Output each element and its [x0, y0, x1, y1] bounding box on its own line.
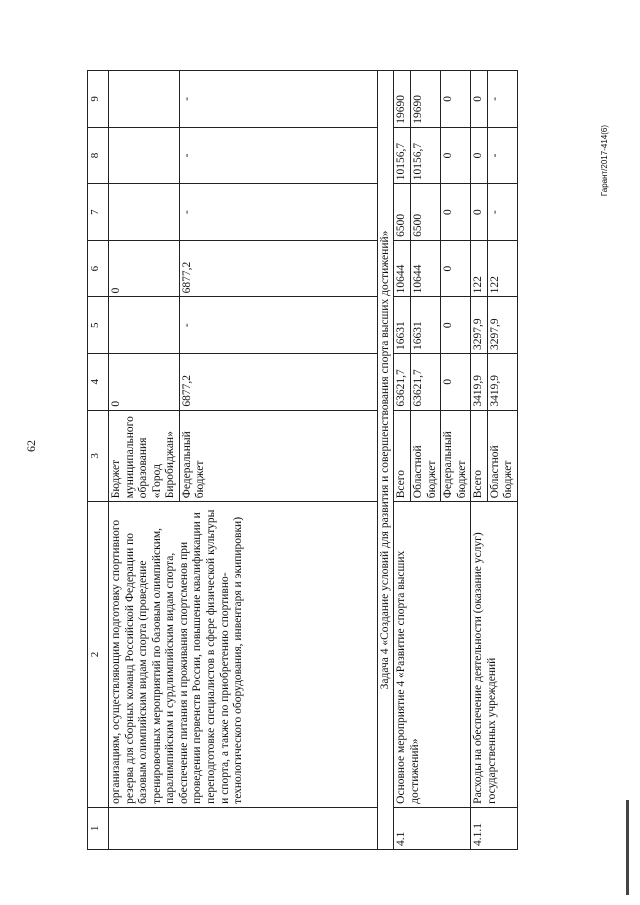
value-cell: 16631: [410, 297, 440, 354]
value-cell: [109, 71, 180, 128]
value-cell: 16631: [394, 297, 411, 354]
value-cell: 0: [441, 71, 471, 128]
value-cell: -: [179, 297, 377, 354]
page-number: 62: [24, 440, 38, 452]
value-cell: 122: [471, 240, 488, 297]
value-cell: 0: [109, 240, 180, 297]
header-col-4: 4: [88, 354, 109, 411]
value-cell: 6877,2: [179, 354, 377, 411]
value-cell: 0: [441, 240, 471, 297]
row-number-cell: 4.1: [394, 807, 471, 849]
value-cell: -: [487, 184, 517, 241]
value-cell: 0: [109, 354, 180, 411]
funding-source-cell: Областной бюджет: [410, 410, 440, 502]
header-row: [88, 71, 109, 850]
header-col-7: 7: [88, 184, 109, 241]
value-cell: -: [179, 184, 377, 241]
value-cell: 0: [441, 354, 471, 411]
value-cell: -: [487, 127, 517, 184]
event-name-cell: организациям, осуществляющим подготовку спортивного резерва для сборных команд Российской Федерации по базовым олимпийским видам спорта (проведение тренировочных мероприятий по базовым олимпийским, паралимпийским и сурдлимпийским видам спорта, обеспечение питания и проживания спортсменов при проведении первенств России, повышение квалификации и переподготовке специалистов в сфере физической культуры и спорта, а также по приобретению спортивно-технологического оборудования, инвентаря и экипировки): [109, 502, 378, 808]
value-cell: [109, 127, 180, 184]
header-col-3: 3: [88, 410, 109, 502]
value-cell: 3419,9: [487, 354, 517, 411]
value-cell: 0: [471, 184, 488, 241]
funding-source-cell: Федеральный бюджет: [441, 410, 471, 502]
table-row: [109, 71, 180, 850]
value-cell: 0: [471, 127, 488, 184]
row-number-cell: 4.1.1: [471, 807, 518, 849]
funding-source-cell: Всего: [471, 410, 488, 502]
funding-source-cell: Всего: [394, 410, 411, 502]
value-cell: -: [179, 127, 377, 184]
funding-source-cell: Федеральный бюджет: [179, 410, 377, 502]
value-cell: 6500: [394, 184, 411, 241]
header-col-8: 8: [88, 127, 109, 184]
value-cell: 10644: [410, 240, 440, 297]
header-col-6: 6: [88, 240, 109, 297]
row-number-cell: [109, 807, 378, 849]
value-cell: 19690: [394, 71, 411, 128]
event-name-cell: Расходы на обеспечение деятельности (оказание услуг) государственных учреждений: [471, 502, 518, 808]
value-cell: 0: [471, 71, 488, 128]
value-cell: 63621,7: [394, 354, 411, 411]
value-cell: 63621,7: [410, 354, 440, 411]
value-cell: 10156,7: [394, 127, 411, 184]
budget-table: [87, 70, 518, 850]
value-cell: 0: [441, 297, 471, 354]
header-col-2: 2: [88, 502, 109, 808]
value-cell: 6877,2: [179, 240, 377, 297]
value-cell: [109, 184, 180, 241]
funding-source-cell: Областной бюджет: [487, 410, 517, 502]
margin-rule: [626, 800, 629, 895]
funding-source-cell: Бюджет муниципального образования «Город Биробиджан»: [109, 410, 180, 502]
value-cell: -: [487, 71, 517, 128]
value-cell: 10156,7: [410, 127, 440, 184]
table-row: [394, 71, 411, 850]
value-cell: 122: [487, 240, 517, 297]
value-cell: [109, 297, 180, 354]
value-cell: 0: [441, 184, 471, 241]
header-col-5: 5: [88, 297, 109, 354]
value-cell: 0: [441, 127, 471, 184]
value-cell: 10644: [394, 240, 411, 297]
table-row: [471, 71, 488, 850]
value-cell: 19690: [410, 71, 440, 128]
value-cell: -: [179, 71, 377, 128]
doc-code-text: Гарант/2017-414(6): [600, 125, 609, 197]
value-cell: 3297,9: [487, 297, 517, 354]
rotated-table-page: [87, 70, 542, 850]
task-heading-row: [377, 71, 394, 850]
task-4-heading: Задача 4 «Создание условий для развития и совершенствования спорта высших достижений»: [377, 71, 394, 850]
value-cell: 3419,9: [471, 354, 488, 411]
header-col-1: 1: [88, 807, 109, 849]
value-cell: 6500: [410, 184, 440, 241]
event-name-cell: Основное мероприятие 4 «Развитие спорта высших достижений»: [394, 502, 471, 808]
header-col-9: 9: [88, 71, 109, 128]
value-cell: 3297,9: [471, 297, 488, 354]
